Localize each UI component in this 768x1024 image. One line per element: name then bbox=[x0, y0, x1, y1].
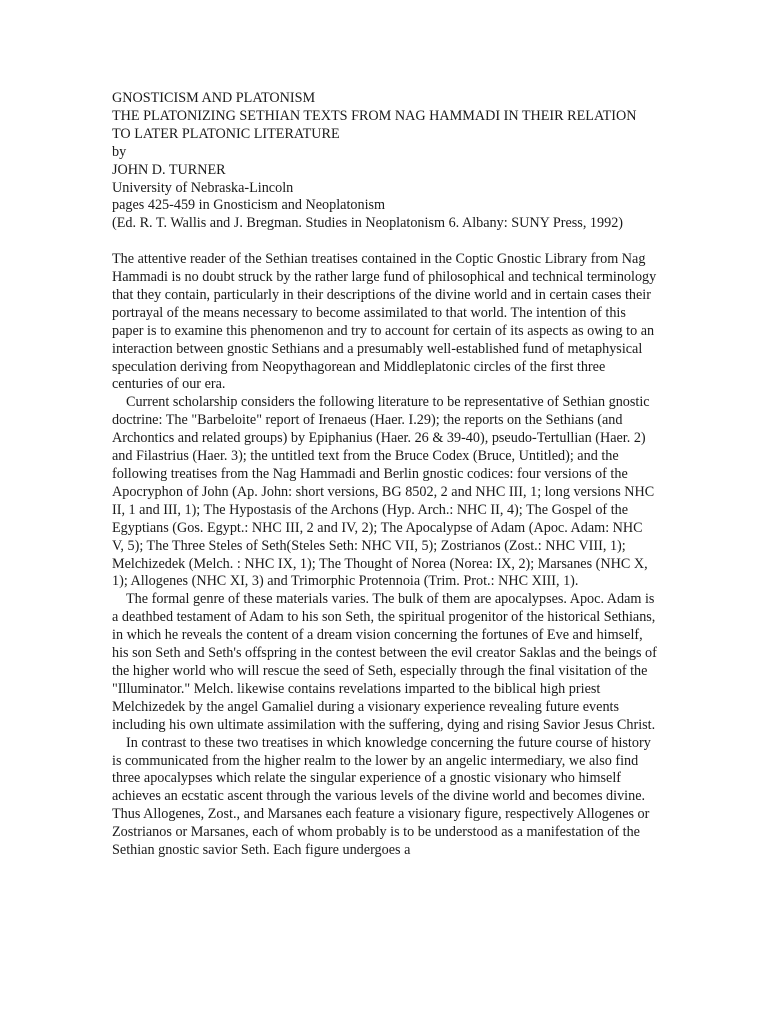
body-paragraph-3: The formal genre of these materials varies. The bulk of them are apocalypses. Apoc. Adam is a deathbed testament of Adam to his son Seth, the spiritual progenitor of the historical Sethians, in which he reveals the content of a dream vision concerning the fortunes of Eve and himself, his son Seth and Seth's offspring in the contest between the evil creator Saklas and the beings of the higher world who will rescue the seed of Seth, especially through the final visitation of the "Illuminator." Melch. likewise contains revelations imparted to the biblical high priest Melchizedek by the angel Gamaliel during a visionary experience revealing future events including his own ultimate assimilation with the suffering, dying and rising Savior Jesus Christ. bbox=[112, 591, 657, 733]
body-paragraph-4: In contrast to these two treatises in which knowledge concerning the future course of history is communicated from the higher realm to the lower by an angelic intermediary, we also find three apocalypses which relate the singular experience of a gnostic visionary who himself achieves an ecstatic ascent through the various levels of the divine world and becomes divine. Thus Allogenes, Zost., and Marsanes each feature a visionary figure, respectively Allogenes or Zostrianos or Marsanes, each of whom probably is to be understood as a manifestation of the Sethian gnostic savior Seth. Each figure undergoes a bbox=[112, 734, 651, 859]
body-paragraph-2: Current scholarship considers the following literature to be representative of Sethian gnostic doctrine: The "Barbeloite" report of Irenaeus (Haer. I.29); the reports on the Sethians (and Archontics and related groups) by Epiphanius (Haer. 26 & 39-40), pseudo-Tertullian (Haer. 2) and Filastrius (Haer. 3); the untitled text from the Bruce Codex (Bruce, Untitled); and the following treatises from the Nag Hammadi and Berlin gnostic codices: four versions of the Apocryphon of John (Ap. John: short versions, BG 8502, 2 and NHC III, 1; long versions NHC II, 1 and III, 1); The Hypostasis of the Archons (Hyp. Arch.: NHC II, 4); The Gospel of the Egyptians (Gos. Egypt.: NHC III, 2 and IV, 2); The Apocalypse of Adam (Apoc. Adam: NHC V, 5); The Three Steles of Seth(Steles Seth: NHC VII, 5); Zostrianos (Zost.: NHC VIII, 1); Melchizedek (Melch. : NHC IX, 1); The Thought of Norea (Norea: IX, 2); Marsanes (NHC X, 1); Allogenes (NHC XI, 3) and Trimorphic Protennoia (Trim. Prot.: NHC XIII, 1). bbox=[112, 394, 655, 590]
document-title: GNOSTICISM AND PLATONISM bbox=[112, 90, 316, 106]
author-name: JOHN D. TURNER bbox=[112, 161, 226, 178]
section-spacer bbox=[112, 233, 657, 251]
page-range: pages 425-459 in Gnosticism and Neoplatonism bbox=[112, 197, 386, 214]
document-subtitle: THE PLATONIZING SETHIAN TEXTS FROM NAG HAMMADI IN THEIR RELATION TO LATER PLATONIC LITERATURE bbox=[112, 107, 637, 142]
document-page bbox=[112, 90, 657, 860]
edition-info: (Ed. R. T. Wallis and J. Bregman. Studies in Neoplatonism 6. Albany: SUNY Press, 1992) bbox=[112, 215, 624, 232]
byline-label: by bbox=[112, 143, 127, 160]
author-affiliation: University of Nebraska-Lincoln bbox=[112, 179, 294, 196]
body-paragraph-1: The attentive reader of the Sethian treatises contained in the Coptic Gnostic Library from Nag Hammadi is no doubt struck by the rather large fund of philosophical and technical terminology that they contain, particularly in their descriptions of the divine world and in certain cases their portrayal of the means necessary to become assimilated to that world. The intention of this paper is to examine this phenomenon and try to account for certain of its aspects as owing to an interaction between gnostic Sethians and a presumably well-established fund of metaphysical speculation deriving from Neopythagorean and Middleplatonic circles of the first three centuries of our era. bbox=[112, 251, 657, 393]
document-header bbox=[112, 90, 657, 233]
document-body bbox=[112, 251, 657, 860]
